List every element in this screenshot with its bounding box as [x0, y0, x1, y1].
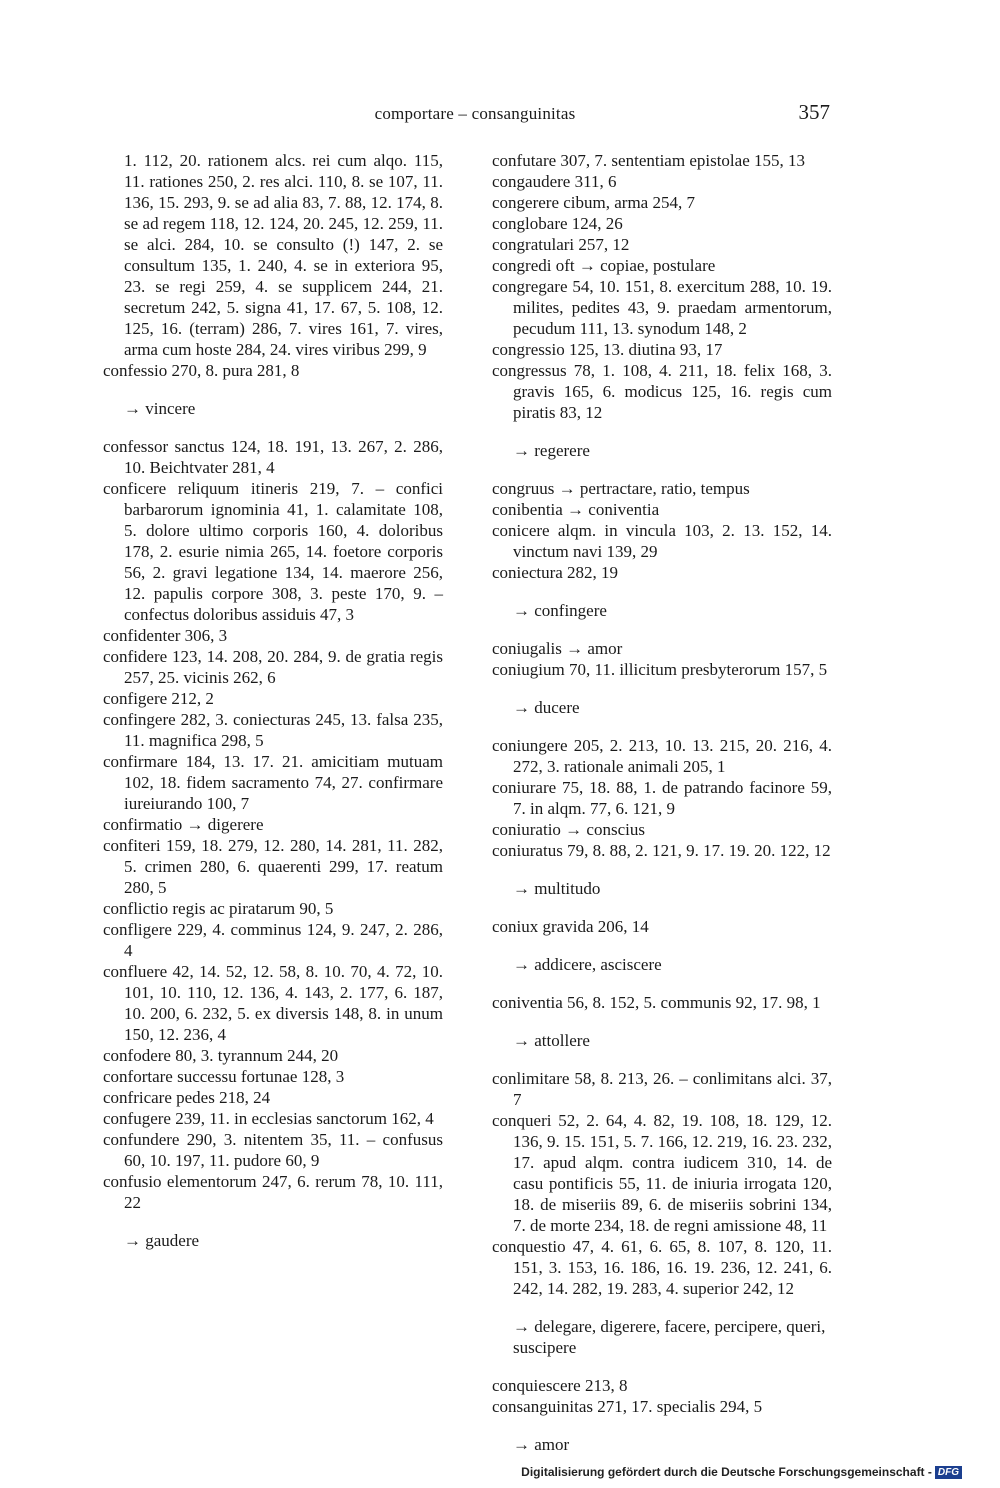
index-entry: congruus → pertractare, ratio, tempus	[492, 479, 750, 498]
index-entry: confidenter 306, 3	[103, 626, 228, 645]
index-entry: coniugium 70, 11. illicitum presbyterorum 157, 5	[492, 660, 828, 679]
index-entry: confirmatio → digerere	[103, 815, 264, 834]
index-entry: coniux gravida 206, 14	[492, 917, 649, 936]
index-entry: coniurare 75, 18. 88, 1. de patrando facinore 59, 7. in alqm. 77, 6. 121, 9	[492, 778, 832, 818]
index-entry: confirmare 184, 13. 17. 21. amicitiam mutuam 102, 18. fidem sacramento 74, 27. confirmare iureiurando 100, 7	[103, 752, 443, 813]
index-entry: conqueri 52, 2. 64, 4. 82, 19. 108, 18. 129, 12. 136, 9. 15. 151, 5. 7. 166, 12. 219, 16. 23. 232, 17. apud alqm. contra iudicem 310, 14. de casu pontificis 55, 11. de iniuria irrogata 120, 18. de miseriis 89, 6. de miseriis sobrini 134, 7. de morte 234, 18. de regni amissione 48, 11	[492, 1111, 832, 1235]
index-entry: confugere 239, 11. in ecclesias sanctorum 162, 4	[103, 1109, 434, 1128]
index-entry: confidere 123, 14. 208, 20. 284, 9. de gratia regis 257, 25. vicinis 262, 6	[103, 647, 443, 687]
cross-reference: → confingere	[513, 601, 607, 620]
cross-reference: → multitudo	[513, 879, 601, 898]
page-number: 357	[798, 100, 830, 124]
index-column-left	[103, 150, 443, 1268]
index-entry: coniectura 282, 19	[492, 563, 619, 582]
index-entry: congaudere 311, 6	[492, 172, 617, 191]
index-entry: confodere 80, 3. tyrannum 244, 20	[103, 1046, 339, 1065]
cross-reference: → delegare, digerere, facere, percipere, queri, suscipere	[513, 1317, 826, 1357]
index-entry: confingere 282, 3. coniecturas 245, 13. falsa 235, 11. magnifica 298, 5	[103, 710, 443, 750]
index-entry: coniventia 56, 8. 152, 5. communis 92, 17. 98, 1	[492, 993, 821, 1012]
index-entry: confiteri 159, 18. 279, 12. 280, 14. 281, 11. 282, 5. crimen 280, 6. quaerenti 299, 17. reatum 280, 5	[103, 836, 443, 897]
index-entry: confundere 290, 3. nitentem 35, 11. – confusus 60, 10. 197, 11. pudore 60, 9	[103, 1130, 443, 1170]
index-entry: conlimitare 58, 8. 213, 26. – conlimitans alci. 37, 7	[492, 1069, 832, 1109]
index-entry: confricare pedes 218, 24	[103, 1088, 271, 1107]
index-entry: congressus 78, 1. 108, 4. 211, 18. felix 168, 3. gravis 165, 6. modicus 125, 16. regis cum piratis 83, 12	[492, 361, 832, 422]
index-entry: coniuratio → conscius	[492, 820, 645, 839]
index-entry: confligere 229, 4. comminus 124, 9. 247, 2. 286, 4	[103, 920, 443, 960]
dfg-logo: DFG	[935, 1466, 962, 1479]
index-entry: confessio 270, 8. pura 281, 8	[103, 361, 300, 380]
index-entry: conquiescere 213, 8	[492, 1376, 628, 1395]
index-entry: congressio 125, 13. diutina 93, 17	[492, 340, 723, 359]
index-entry: conquestio 47, 4. 61, 6. 65, 8. 107, 8. 120, 11. 151, 3. 153, 16. 186, 16. 19. 236, 12. 241, 6. 242, 14. 282, 19. 283, 4. superior 242, 12	[492, 1237, 832, 1298]
index-entry: conglobare 124, 26	[492, 214, 623, 233]
digitization-footer	[521, 1465, 962, 1479]
index-entry: configere 212, 2	[103, 689, 214, 708]
cross-reference: → regerere	[513, 441, 590, 460]
index-entry: confusio elementorum 247, 6. rerum 78, 10. 111, 22	[103, 1172, 443, 1212]
index-entry: coniungere 205, 2. 213, 10. 13. 215, 20. 216, 4. 272, 3. rationale animali 205, 1	[492, 736, 832, 776]
cross-reference: → addicere, asciscere	[513, 955, 662, 974]
index-entry: confluere 42, 14. 52, 12. 58, 8. 10. 70, 4. 72, 10. 101, 10. 110, 12. 136, 4. 143, 2. 177, 6. 187, 10. 200, 6. 232, 5. ex diversis 148, 8. in unum 150, 12. 236, 4	[103, 962, 443, 1044]
footer-text: Digitalisierung gefördert durch die Deutsche Forschungsgemeinschaft -	[521, 1465, 932, 1479]
index-entry: confutare 307, 7. sententiam epistolae 155, 13	[492, 151, 805, 170]
index-entry: coniugalis → amor	[492, 639, 623, 658]
index-entry: congregare 54, 10. 151, 8. exercitum 288, 10. 19. milites, pedites 43, 9. praedam armentorum, pecudum 111, 13. synodum 148, 2	[492, 277, 832, 338]
index-entry: congratulari 257, 12	[492, 235, 630, 254]
running-header: comportare – consanguinitas	[374, 104, 576, 123]
index-entry: conflictio regis ac piratarum 90, 5	[103, 899, 334, 918]
index-entry: congerere cibum, arma 254, 7	[492, 193, 695, 212]
index-entry: coniuratus 79, 8. 88, 2. 121, 9. 17. 19. 20. 122, 12	[492, 841, 831, 860]
index-entry: confortare successu fortunae 128, 3	[103, 1067, 345, 1086]
index-column-right	[492, 150, 832, 1472]
index-entry: congredi oft → copiae, postulare	[492, 256, 716, 275]
index-entry: consanguinitas 271, 17. specialis 294, 5	[492, 1397, 763, 1416]
index-entry: confessor sanctus 124, 18. 191, 13. 267, 2. 286, 10. Beichtvater 281, 4	[103, 437, 443, 477]
index-entry: conibentia → coniventia	[492, 500, 660, 519]
cross-reference: → gaudere	[124, 1231, 200, 1250]
cross-reference: → attollere	[513, 1031, 590, 1050]
index-entry: conicere alqm. in vincula 103, 2. 13. 152, 14. vinctum navi 139, 29	[492, 521, 832, 561]
cross-reference: → vincere	[124, 399, 196, 418]
cross-reference: → amor	[513, 1435, 570, 1454]
index-entry: conficere reliquum itineris 219, 7. – confici barbarorum ignominia 41, 1. calamitate 108, 5. dolore ultimo corporis 160, 4. doloribus 178, 2. esurie nimia 265, 14. foetore corporis 56, 2. gravi legatione 134, 14. maerore 256, 12. papulis corpore 308, 3. peste 170, 9. – confectus doloribus assiduis 47, 3	[103, 479, 443, 624]
index-entry: 1. 112, 20. rationem alcs. rei cum alqo. 115, 11. rationes 250, 2. res alci. 110, 8. se 107, 11. 136, 15. 293, 9. se ad alia 83, 7. 88, 12. 174, 8. se ad regem 118, 12. 124, 20. 245, 12. 259, 11. se alci. 284, 10. se consulto (!) 147, 2. se consultum 135, 1. 240, 4. se in exteriora 95, 23. se regi 259, 4. se supplicem 244, 21. secretum 242, 5. signa 41, 17. 67, 5. 108, 12. 125, 16. (terram) 286, 7. vires 161, 7. vires, arma cum hoste 284, 24. vires viribus 299, 9	[124, 151, 443, 359]
cross-reference: → ducere	[513, 698, 580, 717]
